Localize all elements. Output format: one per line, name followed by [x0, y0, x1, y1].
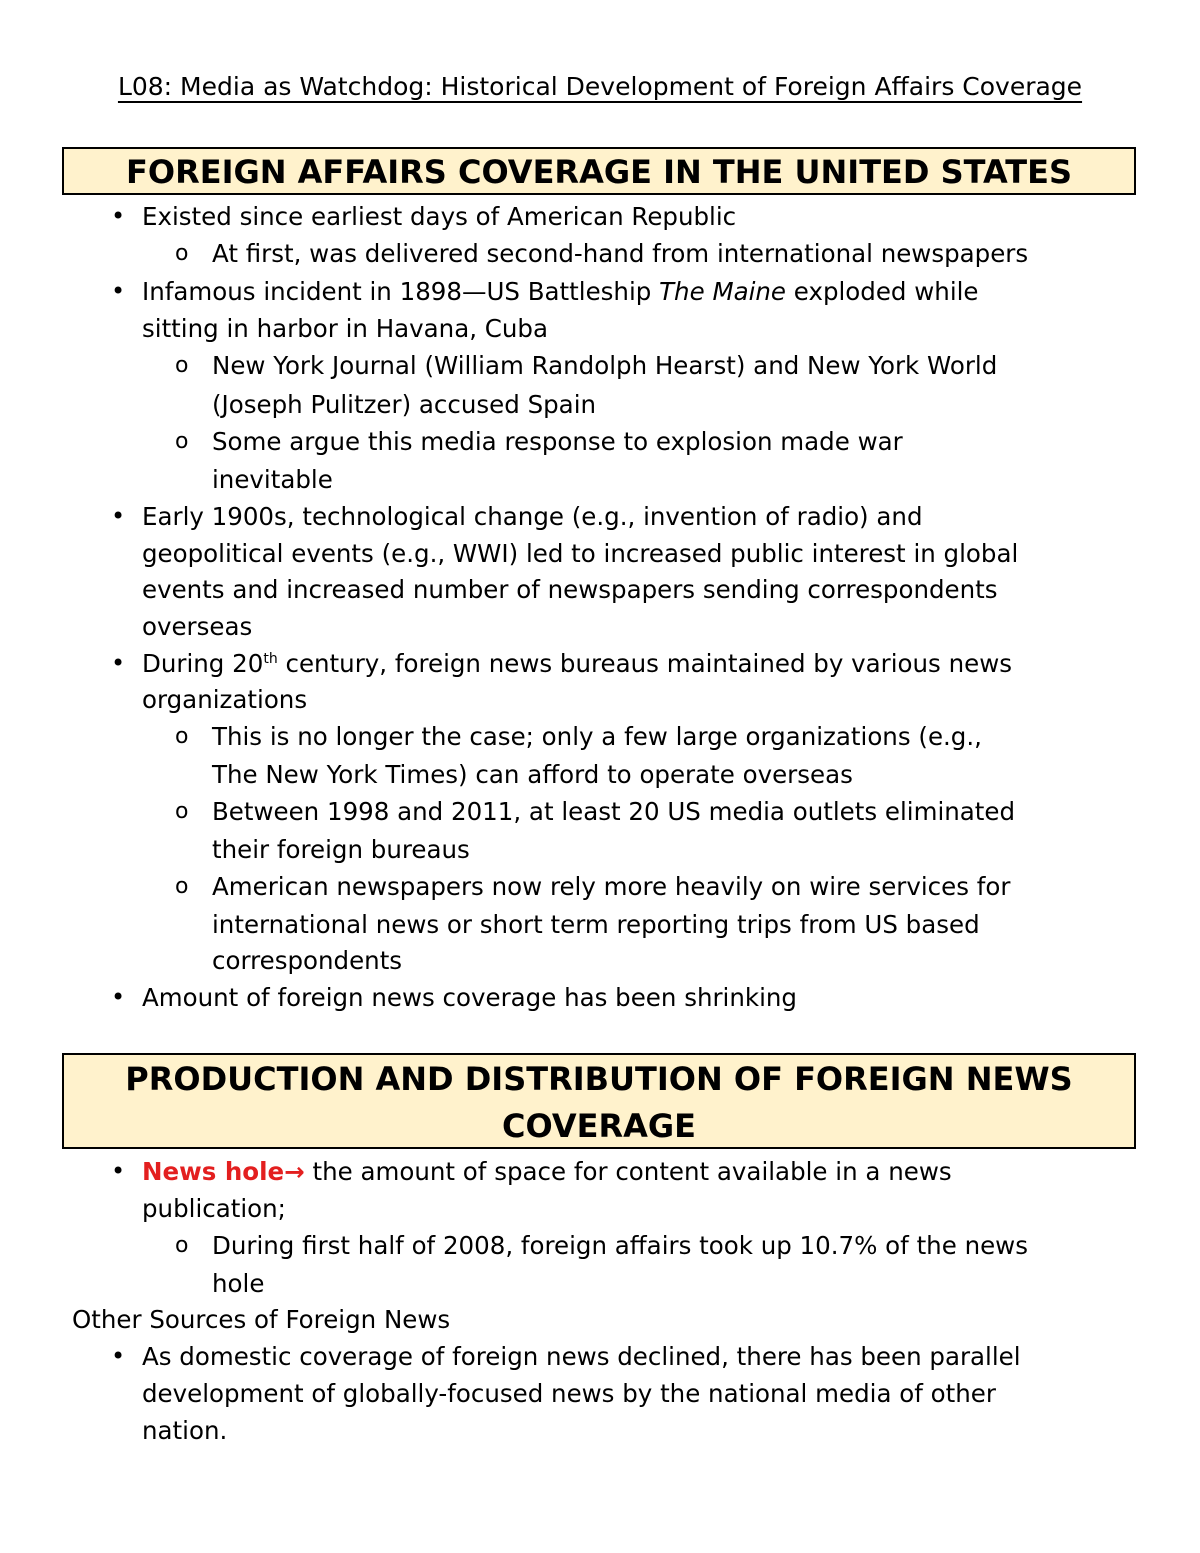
list-item-continuation: development of globally-focused news by the national media of other: [142, 1379, 996, 1408]
sub-list-item: During first half of 2008, foreign affairs took up 10.7% of the news: [212, 1231, 1028, 1260]
text-run: exploded while: [786, 277, 979, 306]
text-run: During 20: [142, 649, 264, 678]
sub-list-item-continuation: international news or short term reporting trips from US based: [212, 910, 980, 939]
sub-list-item: Some argue this media response to explosion made war: [212, 427, 903, 456]
sub-list-item: Between 1998 and 2011, at least 20 US media outlets eliminated: [212, 797, 1016, 826]
bullet: •: [111, 1157, 126, 1185]
key-term: News hole: [142, 1157, 285, 1186]
list-item: As domestic coverage of foreign news declined, there has been parallel: [142, 1342, 1021, 1371]
sub-list-item: This is no longer the case; only a few large organizations (e.g.,: [212, 722, 982, 751]
heading-line: COVERAGE: [502, 1107, 696, 1145]
text-run: century, foreign news bureaus maintained by various news: [277, 649, 1012, 678]
list-item: Existed since earliest days of American Republic: [142, 202, 737, 231]
document-title: L08: Media as Watchdog: Historical Development of Foreign Affairs Coverage: [117, 72, 1083, 101]
sub-list-item-continuation: correspondents: [212, 946, 403, 975]
subheading-other-sources: Other Sources of Foreign News: [72, 1305, 451, 1334]
bullet: •: [111, 502, 126, 530]
sub-bullet: o: [175, 1233, 189, 1258]
sub-list-item-continuation: inevitable: [212, 465, 333, 494]
list-item: [142, 645, 1012, 682]
list-item-continuation: nation.: [142, 1416, 228, 1445]
sub-bullet: o: [175, 799, 189, 824]
list-item-continuation: sitting in harbor in Havana, Cuba: [142, 314, 548, 343]
ship-name: The Maine: [659, 277, 787, 306]
list-item: [142, 273, 979, 310]
list-item-continuation: geopolitical events (e.g., WWI) led to increased public interest in global: [142, 539, 1019, 568]
sub-list-item: American newspapers now rely more heavily on wire services for: [212, 872, 1011, 901]
sub-bullet: o: [175, 353, 189, 378]
arrow-icon: →: [284, 1157, 305, 1186]
bullet: •: [111, 277, 126, 305]
list-item-continuation: events and increased number of newspapers sending correspondents: [142, 575, 998, 604]
sub-list-item: New York Journal (William Randolph Hearst) and New York World: [212, 351, 998, 380]
sub-bullet: o: [175, 241, 189, 266]
section-heading-production-distribution: [62, 1053, 1136, 1149]
heading-line: PRODUCTION AND DISTRIBUTION OF FOREIGN NEWS: [125, 1060, 1073, 1098]
sub-list-item-continuation: (Joseph Pulitzer) accused Spain: [212, 390, 597, 419]
list-item-continuation: overseas: [142, 612, 253, 641]
bullet: •: [111, 1342, 126, 1370]
sub-list-item-continuation: their foreign bureaus: [212, 835, 470, 864]
sub-bullet: o: [175, 874, 189, 899]
bullet: •: [111, 983, 126, 1011]
sub-list-item-continuation: hole: [212, 1269, 265, 1298]
definition: the amount of space for content available in a news: [304, 1157, 952, 1186]
section-heading-foreign-affairs: FOREIGN AFFAIRS COVERAGE IN THE UNITED STATES: [62, 147, 1136, 195]
sub-bullet: o: [175, 724, 189, 749]
list-item-continuation: publication;: [142, 1194, 286, 1223]
list-item: [142, 1153, 952, 1190]
sub-bullet: o: [175, 429, 189, 454]
bullet: •: [111, 649, 126, 677]
sub-list-item: At first, was delivered second-hand from international newspapers: [212, 239, 1029, 268]
bullet: •: [111, 202, 126, 230]
superscript: th: [263, 650, 278, 667]
list-item: Early 1900s, technological change (e.g., invention of radio) and: [142, 502, 923, 531]
text-run: Infamous incident in 1898—US Battleship: [142, 277, 660, 306]
list-item-continuation: organizations: [142, 685, 308, 714]
sub-list-item-continuation: The New York Times) can afford to operate overseas: [212, 760, 853, 789]
list-item: Amount of foreign news coverage has been shrinking: [142, 983, 797, 1012]
